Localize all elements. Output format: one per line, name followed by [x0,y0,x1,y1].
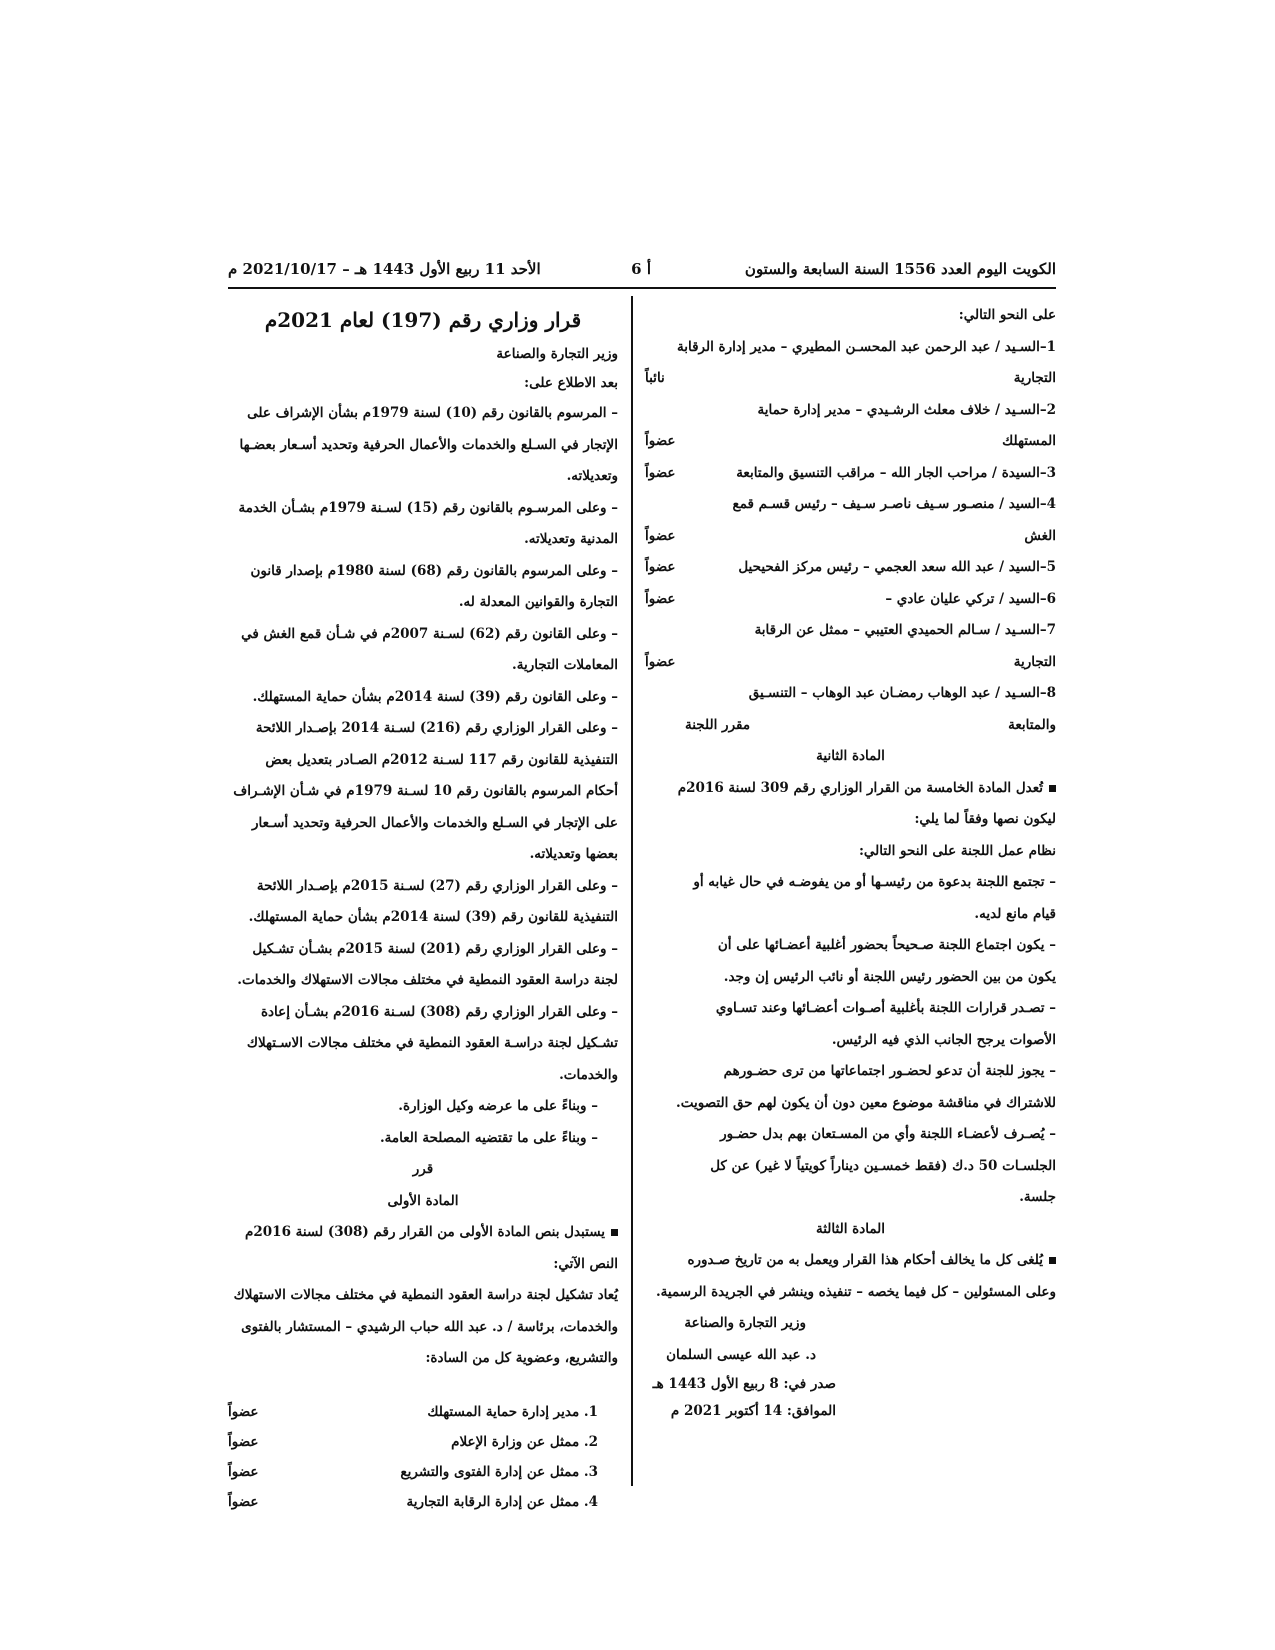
preamble-9-line3: والخدمات. [559,1066,618,1083]
member-2-line2: المستهلك عضواً [645,426,1056,458]
article-3-line2: وعلى المسئولين – كل فيما يخصه – تنفيذه وينشر في الجريدة الرسمية. [655,1283,1056,1300]
preamble-6-line1: – وعلى القرار الوزاري رقم (216) لسـنة 2014 بإصـدار اللائحة [255,720,618,736]
committee-members-list [228,1397,618,1517]
member-2-role: عضواً [645,433,676,449]
preamble-2-line2: المدنية وتعديلاته. [524,531,618,547]
article-2-para7-line2: الجلسـات 50 د.ك (فقط خمسـين ديناراً كويتياً لا غير) عن كل [710,1157,1056,1174]
article-1-line5: والتشريع، وعضوية كل من السادة: [425,1350,618,1366]
preamble-8-line1: – وعلى القرار الوزاري رقم (201) لسنة 2015م بشـأن تشـكيل [252,940,618,957]
member-8-line2: والمتابعة مقرر اللجنة [645,710,1056,742]
member-4-line1: 4–السيد / منصـور سـيف ناصـر سـيف – رئيس قسـم قمع [732,496,1056,512]
member-5-line: 5–السيد / عبد الله سعد العجمي – رئيس مركز الفحيحيل عضواً [645,552,1056,584]
article-3-line1: يُلغى كل ما يخالف أحكام هذا القرار ويعمل به من تاريخ صـدوره [645,1245,1056,1277]
bullet-square-icon [1049,1257,1056,1264]
member-6-line: 6–السيد / تركي عليان عادي – عضواً [645,584,1056,616]
article-1-line3: يُعاد تشكيل لجنة دراسة العقود النمطية في مختلف مجالات الاستهلاك [233,1287,618,1303]
preamble-1-line2: الإتجار في السـلع والخدمات والأعمال الحرفية وتحديد أسـعار بعضـها [239,436,618,453]
list-item: 1. مدير إدارة حماية المستهلك عضواً [228,1403,598,1420]
article-2-para3-line2: قيام مانع لديه. [974,905,1056,922]
article-2-para1-line1: تُعدل المادة الخامسة من القرار الوزاري رقم 309 لسنة 2016م [645,773,1056,805]
corresponding-date: الموافق: 14 أكتوبر 2021 م [670,1403,836,1419]
after-review: بعد الاطلاع على: [524,375,618,391]
right-column [645,300,1056,1425]
member-7-role: عضواً [645,653,676,670]
bullet-square-icon [1049,785,1056,792]
article-2-para1-line2: ليكون نصها وفقاً لما يلي: [914,811,1056,827]
member-1-role: نائباً [645,370,665,386]
page-header [228,258,1056,284]
article-1-line2: النص الآتي: [553,1255,618,1272]
bullet-square-icon [611,1229,618,1236]
header-issue: الكويت اليوم العدد 1556 السنة السابعة والستون [744,260,1056,278]
preamble-2-line1: – وعلى المرسـوم بالقانون رقم (15) لسـنة 1979م بشـأن الخدمة [238,499,618,516]
article-2-para4-line1: – يكون اجتماع اللجنة صـحيحاً بحضور أغلبية أعضـائها على أن [717,937,1056,953]
member-3-role: عضواً [645,464,676,481]
preamble-1-line3: وتعديلاته. [566,468,618,484]
member-3-line: 3–السيدة / مراحب الجار الله – مراقب التنسيق والمتابعة عضواً [645,458,1056,490]
preamble-1-line1: – المرسوم بالقانون رقم (10) لسنة 1979م بشأن الإشراف على [247,405,618,421]
preamble-5-line1: – وعلى القانون رقم (39) لسنة 2014م بشأن حماية المستهلك. [252,688,618,705]
preamble-3-line1: – وعلى المرسوم بالقانون رقم (68) لسنة 1980م بإصدار قانون [250,562,618,579]
member-8-line1: 8–السـيد / عبد الوهاب رمضـان عبد الوهاب – التنسـيق [748,685,1056,701]
article-2-para5-line2: الأصوات يرجح الجانب الذي فيه الرئيس. [831,1031,1056,1048]
member-7-line2: التجارية عضواً [645,647,1056,679]
article-2-para7-line1: – يُصـرف لأعضـاء اللجنة وأي من المسـتعان بهم بدل حضـور [720,1126,1056,1142]
member-6-role: عضواً [645,590,676,607]
signature-name: د. عبد الله عيسى السلمان [666,1346,816,1363]
list-item: 2. ممثل عن وزارة الإعلام عضواً [228,1433,598,1450]
preamble-4-line1: – وعلى القانون رقم (62) لسـنة 2007م في شـأن قمع الغش في [241,625,618,642]
member-7-line1: 7–السـيد / سـالم الحميدي العتيبي – ممثل عن الرقابة [754,622,1056,638]
preamble-11: – وبناءً على ما تقتضيه المصلحة العامة. [379,1129,598,1146]
member-2-line1: 2–السـيد / خلاف معلث الرشـيدي – مدير إدارة حماية [757,401,1056,418]
header-date: الأحد 11 ربيع الأول 1443 هـ – 2021/10/17 م [228,260,541,278]
article-1-title: المادة الأولى [387,1192,459,1209]
article-2-para6-line1: – يجوز للجنة أن تدعو لحضـور اجتماعاتها من ترى حضـورهم [723,1063,1056,1079]
preamble-6-line5: بعضها وتعديلاته. [529,846,618,862]
member-8-role: مقرر اللجنة [685,716,751,733]
column-divider [631,296,633,1486]
member-1-line1: 1–السـيد / عبد الرحمن عبد المحسـن المطيري – مدير إدارة الرقابة [676,338,1056,355]
preamble-4-line2: المعاملات التجارية. [512,657,618,673]
article-2-para2: نظام عمل اللجنة على النحو التالي: [858,842,1056,859]
decided-label: قرر [412,1161,434,1177]
left-column [228,300,618,1517]
decree-title: قرار وزاري رقم (197) لعام 2021م [264,308,582,332]
article-2-para6-line2: للاشتراك في مناقشة موضوع معين دون أن يكون لهم حق التصويت. [676,1094,1056,1111]
preamble-6-line4: على الإتجار في السـلع والخدمات والأعمال الحرفية وتحديد أسـعار [251,814,618,831]
member-1-line2: التجارية نائباً [645,363,1056,395]
preamble-6-line2: التنفيذية للقانون رقم 117 لسـنة 2012م الصـادر بتعديل بعض [265,751,618,768]
preamble-7-line2: التنفيذية للقانون رقم (39) لسنة 2014م بشأن حماية المستهلك. [248,909,618,925]
article-2-para7-line3: جلسة. [1019,1189,1056,1205]
article-2-para3-line1: – تجتمع اللجنة بدعوة من رئيسـها أو من يفوضـه في حال غيابه أو [693,874,1056,890]
article-3-title: المادة الثالثة [815,1220,886,1237]
preamble-6-line3: أحكام المرسوم بالقانون رقم 10 لسـنة 1979م في شـأن الإشـراف [233,783,618,799]
list-item: 3. ممثل عن إدارة الفتوى والتشريع عضواً [228,1463,598,1480]
issued-date: صدر في: 8 ربيع الأول 1443 هـ [652,1376,836,1392]
minister-title: وزير التجارة والصناعة [496,346,618,362]
preamble-10: – وبناءً على ما عرضه وكيل الوزارة. [398,1098,598,1114]
article-2-para5-line1: – تصـدر قرارات اللجنة بأغلبية أصـوات أعضـائها وعند تسـاوي [715,1000,1056,1016]
header-page-number: أ 6 [631,260,651,278]
preamble-9-line1: – وعلى القرار الوزاري رقم (308) لسـنة 2016م بشـأن إعادة [260,1003,618,1020]
list-item: 4. ممثل عن إدارة الرقابة التجارية عضواً [228,1493,598,1510]
article-1-line4: والخدمات، برئاسة / د. عبد الله حباب الرشيدي – المستشار بالفتوى [241,1318,618,1335]
header-rule [228,287,1056,289]
preamble-3-line2: التجارة والقوانين المعدلة له. [458,594,618,610]
preamble-9-line2: تشـكيل لجنة دراسـة العقود النمطية في مختلف مجالات الاسـتهلاك [246,1035,618,1051]
preamble-8-line2: لجنة دراسة العقود النمطية في مختلف مجالات الاستهلاك والخدمات. [237,972,618,988]
member-4-role: عضواً [645,527,676,544]
article-2-para4-line2: يكون من بين الحضور رئيس اللجنة أو نائب الرئيس إن وجد. [723,968,1056,985]
preamble-7-line1: – وعلى القرار الوزاري رقم (27) لسـنة 2015م بإصـدار اللائحة [256,877,618,894]
member-4-line2: الغش عضواً [645,521,1056,553]
article-1-line1: يستبدل بنص المادة الأولى من القرار رقم (308) لسنة 2016م [228,1217,618,1249]
intro-line: على النحو التالي: [958,307,1056,323]
article-2-title: المادة الثانية [816,748,885,764]
signature-title: وزير التجارة والصناعة [684,1315,806,1331]
member-5-role: عضواً [645,559,676,575]
